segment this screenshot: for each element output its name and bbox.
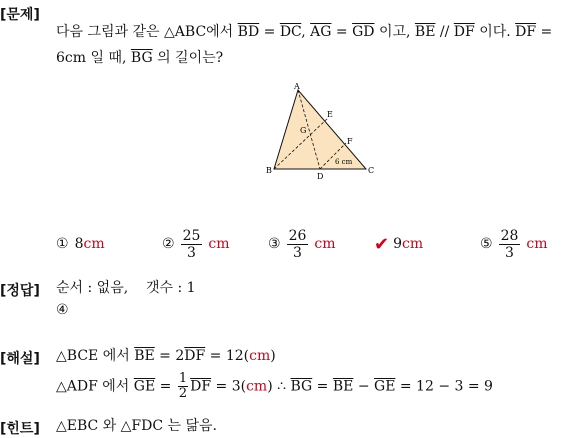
point-c: C [368, 166, 375, 175]
point-g: G [300, 126, 307, 135]
option-5-fraction: $\frac{28}{3}$ [500, 227, 519, 261]
point-d: D [317, 172, 324, 180]
explanation-line-2: △ADF 에서 $\overline{GE}$ = $\frac{1}{2}$ $\overline{DF} = 3(cm)$ ∴ $\overline{BG} = \overline{BE} - \overline{GE} = 12 - 3 = 9$ [56, 371, 493, 401]
half-fraction: $\frac{1}{2}$ [178, 371, 188, 401]
point-f: F [347, 137, 353, 146]
segment-bd: $\overline{BD}$ [237, 24, 260, 40]
option-2[interactable]: ② $\frac{25}{3}$ cm [162, 227, 230, 261]
problem-label: [문제] [0, 7, 40, 23]
segment-df-2: $\overline{DF}$ [515, 24, 537, 40]
option-5-mark: ⑤ [480, 236, 493, 252]
point-b: B [266, 166, 272, 175]
point-a: A [294, 82, 300, 91]
option-2-mark: ② [162, 236, 175, 252]
option-2-fraction: $\frac{25}{3}$ [182, 227, 201, 261]
segment-df: $\overline{DF}$ [453, 24, 475, 40]
hint-text: △EBC 와 △FDC 는 닮음. [56, 418, 218, 434]
problem-line-2: 6cm 일 때, $\overline{BG}$ 의 길이는? [56, 50, 224, 66]
hint-label: [힌트] [0, 421, 40, 437]
option-3-mark: ③ [268, 236, 281, 252]
length-label: 6 cm [335, 158, 353, 166]
option-4[interactable]: ✔ 9 cm [374, 233, 424, 255]
answer-meta: 순서 : 없음, 갯수 : 1 [56, 280, 196, 296]
option-3-fraction: $\frac{26}{3}$ [288, 227, 307, 261]
option-1-mark: ① [56, 236, 69, 252]
check-icon: ✔ [374, 233, 390, 255]
segment-dc: $\overline{DC}$ [279, 24, 302, 40]
explanation-label: [해설] [0, 351, 40, 367]
point-e: E [327, 110, 333, 119]
explanation-line-1: △BCE 에서 $\overline{BE} = 2\overline{DF} = 12(cm)$ [56, 348, 276, 364]
segment-bg: $\overline{BG}$ [130, 50, 153, 66]
option-1[interactable]: ① 8 cm [56, 236, 105, 252]
answer-label: [정답] [0, 283, 40, 299]
problem-line-1: 다음 그림과 같은 △ABC에서 $\overline{BD} = \overline{DC}$, $\overline{AG} = \overline{GD}$ 이고, $\overline{BE} // \overline{DF}$ 이다. $\overline{DF}$ = [56, 24, 553, 40]
option-5[interactable]: ⑤ $\frac{28}{3}$ cm [480, 227, 548, 261]
segment-be: $\overline{BE}$ [414, 24, 436, 40]
triangle-figure [260, 80, 380, 180]
segment-gd: $\overline{GD}$ [352, 24, 375, 40]
segment-ag: $\overline{AG}$ [310, 24, 332, 40]
answer-choice: ④ [56, 302, 69, 318]
option-3[interactable]: ③ $\frac{26}{3}$ cm [268, 227, 336, 261]
